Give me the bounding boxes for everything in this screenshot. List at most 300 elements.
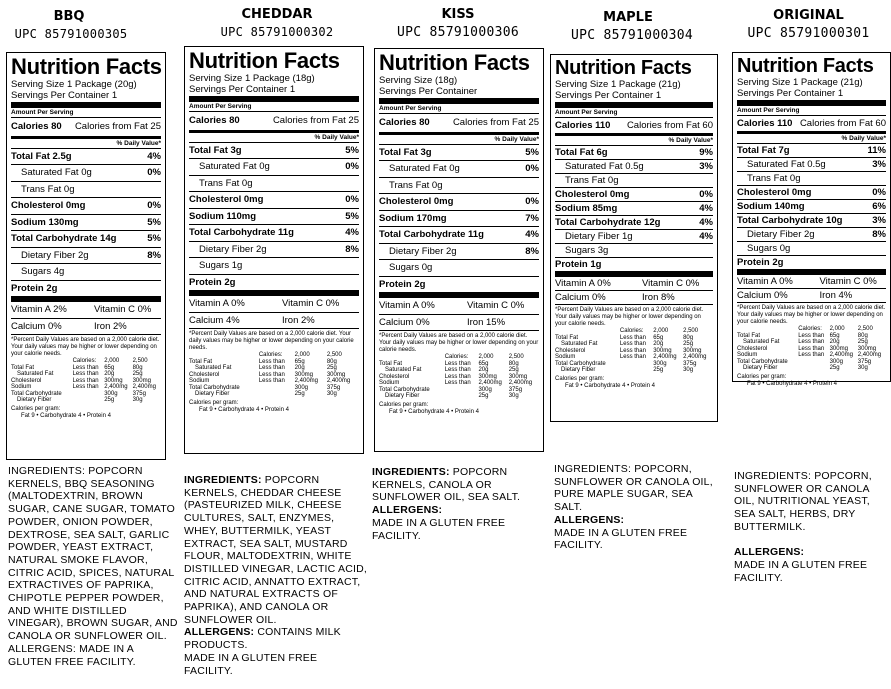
table-cell: 80g	[857, 332, 868, 339]
table-cell: 375g	[326, 384, 341, 391]
daily-values-footnote: *Percent Daily Values are based on a 2,000 calorie diet. Your daily values may be higher or lower depending on your calorie needs.	[379, 333, 539, 353]
table-cell: Total Carbohydrate	[379, 386, 430, 393]
table-cell	[445, 393, 479, 400]
nutrient-row	[555, 230, 713, 244]
table-cell: 65g	[829, 332, 840, 339]
nutrient-row	[379, 178, 539, 195]
nutrient-row	[555, 188, 713, 202]
serving-size: Serving Size 1 Package (21g)	[555, 79, 681, 90]
table-cell: 25g	[508, 367, 519, 373]
nutrient-dv: 5%	[147, 216, 161, 228]
table-cell: 25g	[326, 365, 337, 371]
nutrient-name: Sugars 0g	[747, 243, 791, 254]
nutrient-row	[737, 256, 886, 275]
table-cell: 25g	[478, 393, 489, 399]
servings-per-container: Servings Per Container	[379, 86, 539, 104]
table-cell: 2,400mg	[478, 380, 502, 386]
calories-row	[379, 114, 539, 135]
table-cell: Less than	[258, 358, 285, 365]
calories-from-fat: Calories from Fat 60	[626, 120, 713, 131]
vitamin-c: Vitamin C 0%	[282, 298, 340, 309]
allergens-label: ALLERGENS:	[554, 513, 625, 526]
daily-values-footnote: *Percent Daily Values are based on a 2,000 calorie diet. Your daily values may be higher or lower depending on your calorie needs.	[555, 307, 704, 327]
nutrient-dv: 8%	[147, 249, 161, 261]
nutrient-dv: 4%	[345, 227, 359, 238]
nutrient-row	[555, 202, 713, 216]
nutrition-label	[374, 48, 544, 452]
nutrient-name: Sodium 130mg	[11, 216, 79, 228]
ingredients-label: INGREDIENTS:	[734, 470, 812, 482]
nutrient-name: Saturated Fat 0.5g	[565, 161, 644, 172]
servings-per-container: Servings Per Container 1	[189, 84, 359, 102]
ingredients-text: POPCORN KERNELS, BBQ SEASONING (MALTODEXTRIN, BROWN SUGAR, CANE SUGAR, TOMATO POWDER, ONION POWDER, DEXTROSE, SEA SALT, GARLIC POWDER, YEAST EXTRACT, NATURAL SMOKE FLAVOR, CITRIC ACID, SPICES, NATURAL EXTRACTIVES OF PAPRIKA, CHIPOTLE PEPPER POWDER, AND WHITE DISTILLED VINEGAR), BROWN SUGAR, AND CANOLA OR SUNFLOWER OIL.	[8, 465, 178, 643]
flavor-name: BBQ	[53, 9, 85, 24]
table-cell: Less than	[619, 347, 646, 354]
nutrient-name: Sugars 4g	[21, 266, 65, 277]
amount-per-serving: Amount Per Serving	[737, 106, 886, 116]
daily-value-header: % Daily Value*	[189, 133, 359, 143]
nutrient-dv: 8%	[525, 245, 539, 257]
vitamin-a: Vitamin A 0%	[379, 300, 435, 311]
calories-per-gram: Calories per gram:	[737, 373, 787, 380]
nutrient-name: Total Fat 3g	[379, 146, 432, 158]
nutrient-row	[737, 186, 886, 200]
ingredients-label: INGREDIENTS:	[184, 474, 262, 486]
table-cell: Sodium	[11, 384, 32, 390]
nutrient-name: Sodium 170mg	[379, 212, 447, 224]
nutrient-name: Total Fat 3g	[189, 144, 242, 156]
calories-from-fat: Calories from Fat 60	[799, 118, 886, 129]
nutrient-dv: 4%	[525, 229, 539, 240]
table-cell: 25g	[104, 397, 115, 403]
nutrient-dv: 5%	[345, 144, 359, 156]
nutrient-row	[379, 227, 539, 244]
iron: Iron 2%	[94, 320, 127, 332]
table-cell: Sodium	[555, 354, 576, 360]
table-cell: Less than	[258, 378, 285, 384]
calories: Calories 110	[555, 120, 611, 131]
nutrient-name: Total Fat 7g	[737, 145, 790, 156]
per-gram-values: Fat 9 • Carbohydrate 4 • Protein 4	[389, 408, 479, 415]
nutrient-row	[379, 277, 539, 299]
ingredients-text: POPCORN KERNELS, CHEDDAR CHEESE (PASTEURIZED MILK, CHEESE CULTURES, SALT, ENZYMES, WHEY, BUTTERMILK, YEAST EXTRACT, SEA SALT, MUSTARD FLOUR, MALTODEXTRIN, WHITE DISTILLED VINEGAR, LACTIC ACID, CITRIC ACID, ANNATTO EXTRACT, AND NATURAL EXTRACTS OF PAPRIKA), AND CANOLA OR SUNFLOWER OIL.	[184, 474, 367, 626]
vitamin-row	[737, 289, 886, 303]
table-header-cell: Calories:	[798, 326, 822, 332]
nutrient-name: Dietary Fiber 2g	[389, 245, 457, 257]
table-cell: Less than	[72, 364, 99, 371]
table-cell: Dietary Fiber	[17, 397, 52, 403]
calcium: Calcium 0%	[379, 316, 430, 328]
ingredients-text: POPCORN, SUNFLOWER OR CANOLA OIL, PURE MAPLE SUGAR, SEA SALT.	[554, 463, 713, 514]
table-cell: Cholesterol	[737, 345, 768, 352]
vitamin-row	[11, 319, 161, 336]
nutrient-row	[11, 215, 161, 232]
calories: Calories 80	[379, 117, 430, 128]
table-cell: Less than	[72, 377, 99, 384]
nutrition-label	[184, 46, 364, 454]
table-cell: 20g	[653, 341, 664, 347]
table-cell: Cholesterol	[11, 377, 42, 384]
upc-code: UPC 85791000304	[571, 28, 693, 43]
nutrient-dv: 0%	[147, 200, 161, 211]
nutrient-dv: 6%	[872, 201, 886, 212]
nutrient-row	[189, 209, 359, 226]
table-cell: 30g	[326, 391, 337, 397]
table-header-cell: 2,500	[508, 354, 524, 360]
daily-value-header: % Daily Value*	[737, 134, 886, 144]
table-cell: Sodium	[737, 352, 758, 358]
table-cell: Less than	[619, 334, 646, 341]
table-header-cell: 2,500	[683, 328, 699, 334]
table-header-cell: 2,000	[294, 352, 310, 358]
nutrient-name: Saturated Fat 0g	[199, 161, 270, 172]
table-cell: 2,400mg	[829, 352, 853, 358]
table-header-cell: Calories:	[444, 354, 469, 360]
table-cell: 2,400mg	[508, 380, 533, 386]
table-row	[189, 391, 359, 398]
nutrient-row	[11, 182, 161, 199]
table-header-cell: 2,500	[326, 352, 342, 358]
table-header-cell: Calories:	[258, 352, 283, 358]
nutrient-name: Trans Fat 0g	[199, 177, 253, 189]
nutrient-dv: 11%	[867, 145, 886, 156]
table-cell: 300mg	[104, 377, 123, 384]
nutrient-dv: 4%	[699, 217, 713, 228]
table-cell: Sodium	[189, 378, 210, 384]
table-cell: 2,400mg	[326, 378, 351, 384]
nutrient-name: Trans Fat 0g	[565, 175, 619, 186]
table-cell: 30g	[857, 365, 868, 371]
table-header-cell: 2,000	[104, 358, 120, 364]
table-cell: 65g	[478, 360, 489, 367]
serving-size: Serving Size 1 Package (18g)	[189, 73, 315, 84]
nutrition-facts-title: Nutrition Facts	[555, 57, 692, 79]
table-cell: 300mg	[508, 373, 528, 380]
table-cell: Saturated Fat	[561, 341, 598, 347]
daily-values-table	[379, 354, 539, 400]
upc-code: UPC 85791000306	[397, 25, 519, 40]
flavor-name: CHEDDAR	[241, 7, 313, 22]
servings-per-container: Servings Per Container 1	[11, 90, 161, 108]
amount-per-serving: Amount Per Serving	[189, 102, 359, 112]
table-cell: 65g	[653, 334, 664, 341]
iron: Iron 15%	[467, 316, 506, 328]
allergens-text: MADE IN A GLUTEN FREE FACILITY.	[372, 516, 506, 542]
nutrient-dv: 0%	[345, 194, 359, 205]
servings-per-container: Servings Per Container 1	[555, 90, 713, 108]
table-cell: Total Carbohydrate	[189, 384, 240, 391]
calories-row	[737, 116, 886, 134]
calories-from-fat: Calories from Fat 25	[74, 121, 161, 132]
table-cell: 30g	[508, 393, 519, 399]
table-cell: 375g	[683, 360, 697, 367]
nutrient-row	[189, 225, 359, 242]
table-cell: Less than	[72, 371, 99, 377]
table-header-cell: 2,500	[857, 326, 873, 332]
iron: Iron 2%	[282, 314, 315, 326]
nutrient-row	[189, 258, 359, 275]
upc-code: UPC 85791000302	[220, 25, 334, 39]
nutrient-row	[737, 214, 886, 228]
nutrient-row	[379, 194, 539, 211]
nutrient-name: Protein 1g	[555, 259, 602, 270]
nutrient-row	[189, 192, 359, 209]
nutrition-facts-title: Nutrition Facts	[737, 55, 874, 77]
nutrient-name: Sugars 1g	[199, 260, 243, 271]
per-gram-values: Fat 9 • Carbohydrate 4 • Protein 4	[747, 380, 837, 387]
table-cell: 25g	[829, 365, 840, 371]
table-cell	[73, 397, 105, 404]
table-row	[379, 367, 539, 374]
nutrient-row	[379, 244, 539, 261]
nutrient-name: Cholesterol 0mg	[11, 200, 86, 211]
nutrient-name: Cholesterol 0mg	[555, 189, 630, 200]
daily-values-table	[555, 328, 713, 374]
nutrient-row	[555, 160, 713, 174]
nutrient-name: Sodium 110mg	[189, 210, 257, 222]
calories-row	[189, 112, 359, 133]
nutrient-name: Sodium 140mg	[737, 201, 805, 212]
nutrient-row	[11, 264, 161, 281]
daily-value-header: % Daily Value*	[555, 136, 713, 146]
iron: Iron 4%	[819, 290, 853, 301]
table-cell: 30g	[132, 397, 143, 403]
nutrient-name: Protein 2g	[11, 282, 58, 294]
calories: Calories 110	[737, 118, 793, 129]
table-cell: 80g	[132, 364, 143, 371]
nutrient-dv: 5%	[345, 210, 359, 222]
table-cell: 375g	[857, 358, 872, 365]
table-row	[11, 397, 161, 404]
table-cell: 375g	[508, 386, 523, 393]
nutrient-dv: 4%	[699, 203, 713, 214]
nutrient-name: Total Carbohydrate 11g	[379, 229, 484, 240]
vitamin-c: Vitamin C 0%	[94, 304, 152, 315]
table-cell: 65g	[104, 364, 115, 371]
nutrient-name: Total Fat 6g	[555, 147, 608, 158]
table-cell: 65g	[294, 358, 305, 365]
nutrient-name: Cholesterol 0mg	[379, 196, 454, 207]
table-cell: 300mg	[683, 347, 702, 354]
nutrition-label	[732, 52, 891, 387]
nutrient-name: Trans Fat 0g	[389, 179, 443, 191]
nutrient-dv: 5%	[525, 146, 539, 158]
nutrient-dv: 5%	[147, 233, 161, 244]
table-cell: 25g	[132, 371, 143, 377]
table-cell: Less than	[72, 384, 99, 390]
table-header-cell: 2,000	[478, 354, 494, 360]
vitamin-a: Vitamin A 0%	[737, 276, 793, 287]
ingredients-label: INGREDIENTS:	[8, 465, 86, 477]
allergens-label: ALLERGENS:	[734, 546, 805, 559]
allergens-text: MADE IN A GLUTEN FREE FACILITY.	[734, 558, 868, 584]
nutrient-dv: 0%	[345, 161, 359, 172]
calories-per-gram: Calories per gram:	[11, 405, 61, 412]
nutrient-dv: 0%	[147, 167, 161, 178]
table-row	[737, 365, 886, 372]
vitamin-row	[379, 298, 539, 315]
table-row	[379, 393, 539, 400]
nutrient-name: Dietary Fiber 2g	[21, 249, 89, 261]
iron: Iron 8%	[642, 292, 675, 303]
vitamin-row	[555, 277, 713, 291]
nutrient-row	[555, 258, 713, 277]
ingredients-label: INGREDIENTS:	[554, 463, 632, 475]
column-maple	[548, 0, 724, 689]
table-cell: 30g	[683, 367, 694, 373]
calcium: Calcium 4%	[189, 314, 240, 326]
calories-row	[11, 118, 161, 139]
amount-per-serving: Amount Per Serving	[555, 108, 713, 118]
vitamin-a: Vitamin A 0%	[555, 278, 611, 289]
nutrient-dv: 4%	[699, 231, 713, 242]
table-cell: Cholesterol	[189, 371, 220, 378]
per-gram-values: Fat 9 • Carbohydrate 4 • Protein 4	[199, 406, 289, 413]
daily-values-footnote: *Percent Daily Values are based on a 2,000 calorie diet. Your daily values may be higher or lower depending on your calorie needs.	[189, 331, 354, 351]
calories-from-fat: Calories from Fat 25	[452, 117, 539, 128]
nutrient-name: Dietary Fiber 1g	[565, 231, 633, 242]
upc-code: UPC 85791000301	[747, 26, 870, 41]
nutrient-row	[555, 174, 713, 188]
vitamin-c: Vitamin C 0%	[467, 300, 525, 311]
nutrient-row	[189, 143, 359, 160]
table-cell: Total Carbohydrate	[737, 358, 788, 365]
nutrient-row	[737, 144, 886, 158]
nutrient-name: Total Carbohydrate 11g	[189, 227, 294, 238]
nutrient-row	[11, 281, 161, 303]
table-cell: Total Fat	[189, 358, 213, 365]
vitamin-row	[555, 291, 713, 305]
nutrient-row	[11, 149, 161, 166]
table-cell	[620, 367, 653, 374]
calcium: Calcium 0%	[555, 292, 606, 303]
nutrient-row	[737, 242, 886, 256]
amount-per-serving: Amount Per Serving	[11, 108, 161, 118]
nutrition-facts-title: Nutrition Facts	[11, 54, 162, 79]
table-cell: 20g	[478, 367, 489, 373]
table-cell: Saturated Fat	[743, 339, 780, 345]
ingredients-block	[554, 463, 714, 552]
table-cell: Less than	[619, 341, 646, 347]
upc-code: UPC 85791000305	[14, 27, 128, 41]
table-row	[11, 371, 161, 378]
ingredients-block	[184, 474, 368, 677]
per-gram-values: Fat 9 • Carbohydrate 4 • Protein 4	[21, 412, 111, 419]
table-cell: Less than	[444, 360, 471, 367]
nutrient-name: Trans Fat 0g	[747, 173, 801, 184]
calories: Calories 80	[189, 115, 240, 126]
calories: Calories 80	[11, 121, 62, 132]
table-cell: 300g	[478, 386, 492, 393]
calories-per-gram: Calories per gram:	[189, 399, 239, 406]
nutrient-row	[11, 231, 161, 248]
table-header-cell: 2,000	[653, 328, 669, 334]
nutrient-row	[737, 228, 886, 242]
table-row	[737, 339, 886, 346]
table-cell: 80g	[683, 334, 694, 341]
daily-value-header: % Daily Value*	[379, 135, 539, 145]
calories-per-gram: Calories per gram:	[379, 401, 429, 408]
daily-values-table	[11, 358, 161, 404]
nutrient-dv: 4%	[147, 150, 161, 162]
column-cheddar	[178, 0, 368, 689]
ingredients-text: POPCORN KERNELS, CANOLA OR SUNFLOWER OIL, SEA SALT.	[372, 466, 521, 504]
nutrition-label	[550, 54, 718, 422]
table-cell: 300mg	[294, 371, 314, 378]
nutrient-name: Cholesterol 0mg	[737, 187, 812, 198]
nutrient-row	[379, 260, 539, 277]
calcium: Calcium 0%	[737, 290, 788, 301]
calories-row	[555, 118, 713, 136]
table-cell: 300mg	[857, 345, 877, 352]
table-cell: Less than	[798, 339, 825, 345]
nutrient-row	[189, 159, 359, 176]
nutrient-dv: 3%	[872, 215, 886, 226]
serving-size: Serving Size 1 Package (21g)	[737, 77, 863, 88]
nutrient-row	[11, 165, 161, 182]
table-cell: Total Fat	[737, 332, 761, 339]
nutrient-dv: 3%	[699, 161, 713, 172]
vitamin-a: Vitamin A 2%	[11, 304, 67, 315]
vitamin-c: Vitamin C 0%	[642, 278, 700, 289]
table-cell	[259, 391, 295, 398]
nutrient-dv: 3%	[872, 159, 886, 170]
daily-values-footnote: *Percent Daily Values are based on a 2,000 calorie diet. Your daily values may be higher or lower depending on your calorie needs.	[11, 337, 160, 357]
flavor-name: MAPLE	[603, 10, 653, 25]
vitamin-row	[379, 315, 539, 332]
vitamin-row	[11, 302, 161, 319]
serving-size: Serving Size (18g)	[379, 75, 458, 86]
table-header-cell: Calories:	[72, 358, 97, 364]
table-cell: Less than	[258, 371, 285, 378]
table-cell: 2,400mg	[653, 354, 677, 360]
table-cell: 2,400mg	[104, 384, 128, 390]
daily-values-footnote: *Percent Daily Values are based on a 2,000 calorie diet. Your daily values may be higher or lower depending on your calorie needs.	[737, 305, 886, 325]
nutrient-name: Protein 2g	[379, 278, 426, 290]
table-row	[555, 367, 713, 374]
ingredients-block	[372, 466, 544, 542]
nutrient-dv: 7%	[525, 212, 539, 224]
table-cell: Total Carbohydrate	[555, 360, 606, 367]
table-cell: 20g	[104, 371, 115, 377]
table-cell: 300g	[653, 360, 667, 367]
table-cell: Total Fat	[379, 360, 403, 367]
table-cell: Total Carbohydrate	[11, 390, 62, 397]
flavor-name: KISS	[441, 7, 475, 22]
table-cell: 2,400mg	[294, 378, 319, 384]
allergens-text: MADE IN A GLUTEN FREE FACILITY.	[8, 642, 136, 668]
table-cell: 2,400mg	[683, 354, 707, 360]
vitamin-row	[737, 275, 886, 289]
ingredients-label: INGREDIENTS:	[372, 466, 450, 478]
column-bbq	[0, 0, 178, 689]
table-cell: Less than	[798, 345, 825, 352]
nutrient-name: Saturated Fat 0g	[21, 167, 92, 178]
table-cell: Cholesterol	[555, 347, 586, 354]
table-cell: Less than	[444, 380, 471, 386]
amount-per-serving: Amount Per Serving	[379, 104, 539, 114]
table-row	[555, 341, 713, 348]
nutrient-dv: 0%	[872, 187, 886, 198]
daily-values-table	[737, 326, 886, 372]
table-cell: 300mg	[653, 347, 672, 354]
nutrient-dv: 9%	[699, 147, 713, 158]
table-header-cell: 2,000	[829, 326, 845, 332]
nutrient-dv: 0%	[525, 196, 539, 207]
table-cell: 300g	[294, 384, 309, 391]
table-cell: 300mg	[829, 345, 848, 352]
nutrient-name: Cholesterol 0mg	[189, 194, 264, 205]
